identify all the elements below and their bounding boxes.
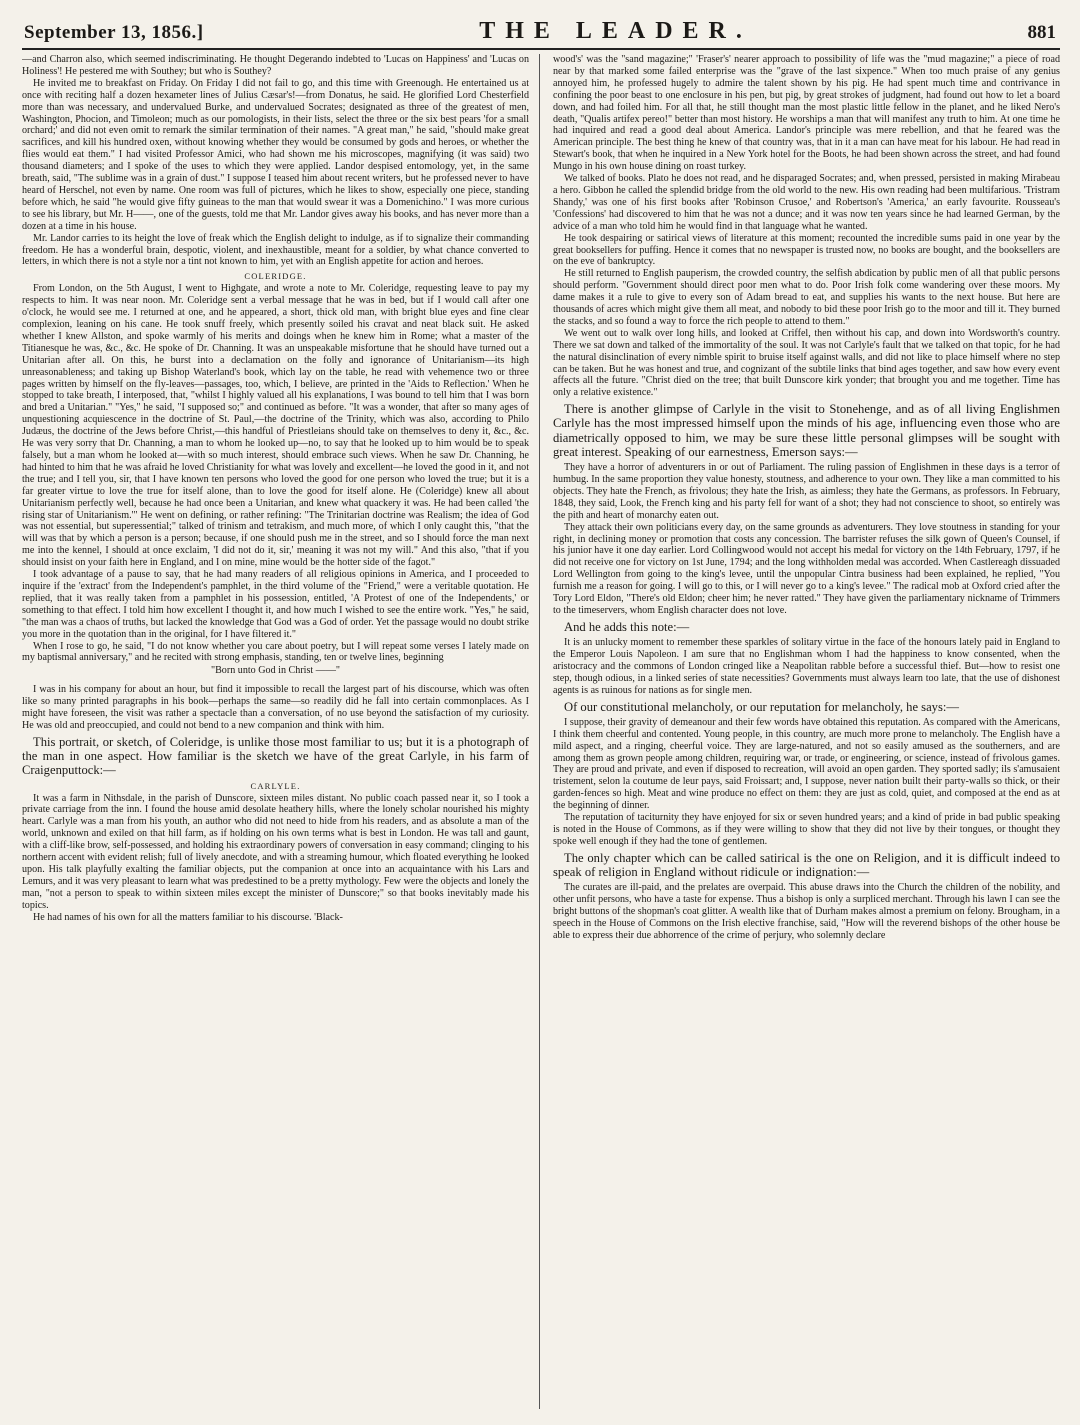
paragraph: The reputation of taciturnity they have enjoyed for six or seven hundred years; and a kind of pride in bad public speaking is noted in the House of Commons, as if they were willing to show that they did not live by their tongues, or thought they spoke well enough if they had the tone of gentlemen. xyxy=(553,812,1060,847)
paragraph: He had names of his own for all the matters familiar to his discourse. 'Black- xyxy=(33,911,343,923)
editorial-paragraph: There is another glimpse of Carlyle in the visit to Stonehenge, and as of all living Englishmen Carlyle has the most impressed himself upon the minds of his age, influencing even those who are diametrically opposed to him, we may be sure these little personal glimpses will be sought with great interest. Speaking of our earnestness, Emerson says:— xyxy=(553,402,1060,459)
paragraph: He took despairing or satirical views of literature at this moment; recounted the incredible sums paid in one year by the great booksellers for puffing. Hence it comes that no newspaper is trusted now, no books are bought, and the booksellers are on the eve of bankruptcy. xyxy=(553,232,1060,268)
paragraph: We talked of books. Plato he does not read, and he disparaged Socrates; and, when pressed, persisted in making Mirabeau a hero. Gibbon he called the splendid bridge from the old world to the new. His own reading had been multifarious. 'Tristram Shandy,' was one of his first books after 'Robinson Crusoe,' and Robertson's 'America,' an early favourite. Rousseau's 'Confessions' had discovered to him that he was not a dunce; and it was now ten years since he had learned German, by the advice of a man who told him he would find in that language what he wanted. xyxy=(553,173,1060,232)
newspaper-page xyxy=(22,14,1060,1409)
paragraph: They have a horror of adventurers in or out of Parliament. The ruling passion of Englishmen in these days is a terror of humbug. In the same proportion they value honesty, stoutness, and adherence to your own. They like a man committed to his objects. They hate the French, as frivolous; they hate the Irish, as aimless; they hate the Germans, as professors. In February, 1848, they said, Look, the French king and his party fell for want of a shot; they had not conscience to shoot, so entirely was the pith and heart of monarchy eaten out. xyxy=(553,462,1060,521)
column-rule xyxy=(539,54,540,1409)
paragraph: It is an unlucky moment to remember these sparkles of solitary virtue in the face of the honours lately paid in England to the Emperor Louis Napoleon. I am sure that no Englishman whom I had the happiness to know consented, when the aristocracy and the commons of London cringed like a Neapolitan rabble before a successful thief. But—how to resist one step, though odious, in a linked series of state necessities? Governments must always learn too late, that the use of dishonest agents is as ruinous for nations as for single men. xyxy=(553,637,1060,696)
verse-line: "Born unto God in Christ ——" xyxy=(210,665,341,677)
paragraph: I took advantage of a pause to say, that he had many readers of all religious opinions in America, and I proceeded to inquire if the 'extract' from the Independent's pamphlet, in the third volume of the "Friend," were a veritable quotation. He replied, that it was really taken from a pamphlet in his possession, entitled, 'A Protest of one of the Independents,' or something to that effect. I told him how excellent I thought it, and how much I wished to see the entire work. "Yes," he said, "the man was a chaos of truths, but lacked the knowledge that God was a God of order. Yet the passage would no doubt strike you more in the quotation than in the original, for I have filtered it." xyxy=(22,569,529,640)
masthead xyxy=(22,14,1060,50)
paragraph: He invited me to breakfast on Friday. On Friday I did not fail to go, and this time with Greenough. He entertained us at once with reciting half a dozen hexameter lines of Julius Cæsar's!—from Donatus, he said. He glorified Lord Chesterfield more than was necessary, and undervalued Burke, and undervalued Socrates; designated as three of the greatest of men, Washington, Phocion, and Timoleon; much as our pomologists, in their lists, select the three or the six best pears 'for a small orchard;' and did not even omit to remark the similar termination of their names. "A great man," he said, "should make great sacrifices, and kill his hundred oxen, without knowing whether they would be consumed by gods and heroes, or whether the flies would eat them." I had visited Professor Amici, who had shown me his microscopes, magnifying (it was said) two thousand diameters; and I spoke of the uses to which they were applied. Landor despised entomology, yet, in the same breath, said, "The sublime was in a grain of dust." I suppose I teased him about recent writers, but he professed never to have heard of Herschel, not even by name. One room was full of pictures, which he likes to show, especially one piece, standing before which, he said "he would give fifty guineas to the man that would swear it was a Domenichino." I was more curious to see his library, but Mr. H——, one of the guests, told me that Mr. Landor gives away his books, and has never more than a dozen at a time in his house. xyxy=(22,77,529,232)
paragraph: We went out to walk over long hills, and looked at Criffel, then without his cap, and down into Wordsworth's country. There we sat down and talked of the immortality of the soul. It was not Carlyle's fault that we talked on that topic, for he had the natural disinclination of every nimble spirit to bruise itself against walls, and did not like to place himself where no step can be taken. But he was honest and true, and cognizant of the subtile links that bind ages together, and saw how every event affects all the future. "Christ died on the tree; that built Dunscore kirk yonder; that brought you and me together. Time has only a relative existence." xyxy=(553,327,1060,399)
paragraph: The curates are ill-paid, and the prelates are overpaid. This abuse draws into the Church the children of the nobility, and other unfit persons, who have a taste for expense. Thus a bishop is only a surpliced merchant. Through his lawn I can see the bright buttons of the shopman's coat glitter. A wealth like that of Durham makes almost a premium on felony. Brougham, in a speech in the House of Commons on the Irish elective franchise, said, "How will the reverend bishops of the other house be able to express their due abhorrence of the crime of perjury, who solemnly declare xyxy=(553,882,1060,941)
editorial-paragraph: Of our constitutional melancholy, or our reputation for melancholy, he says:— xyxy=(564,699,959,714)
article-columns xyxy=(22,54,1060,1409)
issue-date: September 13, 1856.] xyxy=(24,22,204,43)
editorial-paragraph: The only chapter which can be called satirical is the one on Religion, and it is difficult indeed to speak of religion in England without ridicule or indignation:— xyxy=(553,850,1060,879)
paragraph: I was in his company for about an hour, but find it impossible to recall the largest part of his discourse, which was often like so many printed paragraphs in his book—perhaps the same—so readily did he fall into certain commonplaces. As I might have foreseen, the visit was rather a spectacle than a conversation, of no use beyond the satisfaction of my curiosity. He was old and preoccupied, and could not bend to a new companion and think with him. xyxy=(22,684,529,732)
paragraph: I suppose, their gravity of demeanour and their few words have obtained this reputation. As compared with the Americans, I think them cheerful and contented. Young people, in this country, are much more prone to melancholy. The English have a mild aspect, and a ringing, cheerful voice. They are large-natured, and not so easily amused as the southerners, and are among them as grown people among children, requiring war, or trade, or engineering, or science, instead of frivolous games. They are proud and private, and even if disposed to recreation, will avoid an open garden. They sported sadly; ils s'amusaient tristement, selon la coutume de leur pays, said Froissart; and, I suppose, never nation built their party-walls so thick, or their garden-fences so high. Meat and wine produce no effect on them: they are just as cold, quiet, and composed at the end as at the beginning of dinner. xyxy=(553,716,1060,812)
paragraph: Mr. Landor carries to its height the love of freak which the English delight to indulge, as if to signalize their commanding freedom. He has a wonderful brain, despotic, violent, and inexhaustible, meant for a soldier, by what chance converted to letters, in which there is not a style nor a tint not known to him, yet with an English appetite for action and heroes. xyxy=(22,232,529,268)
editorial-paragraph: This portrait, or sketch, of Coleridge, is unlike those most familiar to us; but it is a photograph of the man in one aspect. How familiar is the sketch we have of the great Carlyle, in his farm of Craigenputtock:— xyxy=(22,734,529,778)
page-number: 881 xyxy=(1027,22,1056,43)
left-column xyxy=(22,54,529,1409)
paragraph: It was a farm in Nithsdale, in the parish of Dunscore, sixteen miles distant. No public coach passed near it, so I took a private carriage from the inn. I found the house amid desolate heathery hills, where the lonely scholar nourished his mighty heart. Carlyle was a man from his youth, an author who did not need to hide from his readers, and as absolute a man of the world, unknown and exiled on that hill farm, as if holding on his own terms what is best in London. He was tall and gaunt, with a cliff-like brow, self-possessed, and holding his extraordinary powers of conversation in easy command; clinging to his northern accent with evident relish; full of lively anecdote, and with a streaming humour, which floated everything he looked upon. His talk playfully exalting the familiar objects, put the companion at once into an acquaintance with his Lars and Lemurs, and it was very pleasant to learn what was predestined to be a pretty mythology. Few were the objects and lonely the man, "not a person to speak to within sixteen miles except the minister of Dunscore;" so that books inevitably made his topics. xyxy=(22,792,529,911)
editorial-paragraph: And he adds this note:— xyxy=(564,619,690,634)
paragraph: They attack their own politicians every day, on the same grounds as adventurers. They love stoutness in standing for your right, in declining money or promotion that costs any concession. The barrister refuses the silk gown of Queen's Counsel, if his junior have it one day earlier. Lord Collingwood would not accept his medal for victory on the 14th February, 1797, if he did not receive one for victory on 1st June, 1794; and the long withholden medal was accorded. When Castlereagh dissuaded Lord Wellington from going to the king's levee, until the unpopular Cintra business had been explained, he replied, "You furnish me a reason for going. I will go to this, or I will never go to a king's levee." The radical mob at Oxford cried after the Tory Lord Eldon, "There's old Eldon; cheer him; he never ratted." They have given the parliamentary nickname of Trimmers to the timeservers, whom English character does not love. xyxy=(553,521,1060,616)
paragraph: From London, on the 5th August, I went to Highgate, and wrote a note to Mr. Coleridge, requesting leave to pay my respects to him. It was near noon. Mr. Coleridge sent a verbal message that he was in bed, but if I would call after one o'clock, he would see me. I returned at one, and he appeared, a short, thick old man, with bright blue eyes and fine clear complexion, leaning on his cane. He took snuff freely, which presently soiled his cravat and neat black suit. He asked whether I knew Allston, and spoke warmly of his merits and doings when he knew him in Rome; what a master of the Titianesque he was, &c., &c. He spoke of Dr. Channing. It was an unspeakable misfortune that he should have turned out a Unitarian after all. On this, he burst into a declamation on the folly and ignorance of Unitarianism—its high unreasonableness; and taking up Bishop Waterland's book, which lay on the table, he read with vehemence two or three pages written by himself on the fly-leaves—passages, too, which, I believe, are printed in the 'Aids to Reflection.' When he stopped to take breath, I interposed, that, "whilst I highly valued all his explanations, I was bound to tell him that I was born and bred a Unitarian." "Yes," he said, "I supposed so;" and continued as before. "It was a wonder, that after so many ages of unquestioning acquiescence in the doctrine of St. Paul,—the doctrine of the Trinity, which was also, according to Philo Judæus, the doctrine of the Jews before Christ,—this handful of Priestleians should take on themselves to deny it, &c., &c. He was very sorry that Dr. Channing, a man to whom he looked up—no, to say that he looked up to him would be to speak falsely, but a man whom he looked at—with so much interest, should embrace such views. When he saw Dr. Channing, he had hinted to him that he was afraid he loved Christianity for what was lovely and excellent—he loved the good in it, and not the true; and I tell you, sir, that I have known ten persons who loved the good for one person who loved the true; but it is a far greater virtue to love the true for itself alone, than to love the good for itself alone. He (Coleridge) knew all about Unitarianism perfectly well, because he had once been a Unitarian, and knew what quackery it was. He had been called 'the rising star of Unitarianism.'" He went on defining, or rather refining: "The Trinitarian doctrine was Realism; the idea of God was not essential, but superessential;" talked of trinism and tetrakism, and much more, of which I only caught this, "that the will was that by which a person is a person; because, if one should push me in the street, and so I should force the man next me into the kennel, I should at once exclaim, 'I did not do it, sir,' meaning it was not my will." And this also, "that if you should insist on your faith here in England, and I on mine, mine would be the hotter side of the fagot." xyxy=(22,283,529,569)
right-column xyxy=(553,54,1060,1409)
paragraph: When I rose to go, he said, "I do not know whether you care about poetry, but I will repeat some verses I lately made on my baptismal anniversary," and he recited with strong emphasis, standing, ten or twelve lines, beginning xyxy=(22,640,529,664)
newspaper-title: THE LEADER. xyxy=(479,18,752,44)
section-heading-coleridge: COLERIDGE. xyxy=(244,271,307,282)
paragraph: wood's' was the "sand magazine;" 'Fraser's' nearer approach to possibility of life was the "mud magazine;" a piece of road near by that marked some failed enterprise was the "grave of the last sixpence." When too much praise of any genius annoyed him, he professed hugely to admire the talent shown by his pig. He had spent much time and contrivance in confining the poor beast to one enclosure in his pen, but pig, by great strokes of judgment, had found out how to let a board down, and had foiled him. For all that, he still thought man the most plastic little fellow in the planet, and he liked Nero's death, "Qualis artifex pereo!" better than most history. He worships a man that will manifest any truth to him. At one time he had inquired and read a good deal about America. Landor's principle was mere rebellion, and that he feared was the American principle. The best thing he knew of that country was, that in it a man can have meat for his labour. He had read in Stewart's book, that when he inquired in a New York hotel for the Boots, he had been shown across the street, and had found Mungo in his own house dining on roast turkey. xyxy=(553,54,1060,173)
paragraph: He still returned to English pauperism, the crowded country, the selfish abdication by public men of all that public persons should perform. "Government should direct poor men what to do. Poor Irish folk come wandering over these moors. My dame makes it a rule to give to every son of Adam bread to eat, and supplies his wants to the next house. But here are thousands of acres which might give them all meat, and nobody to bid these poor Irish go to the moor and till it. They burned the stacks, and so found a way to force the rich people to attend to them." xyxy=(553,268,1060,327)
paragraph: —and Charron also, which seemed indiscriminating. He thought Degerando indebted to 'Lucas on Happiness' and 'Lucas on Holiness'! He pestered me with Southey; but who is Southey? xyxy=(22,54,529,77)
section-heading-carlyle: CARLYLE. xyxy=(250,780,301,791)
